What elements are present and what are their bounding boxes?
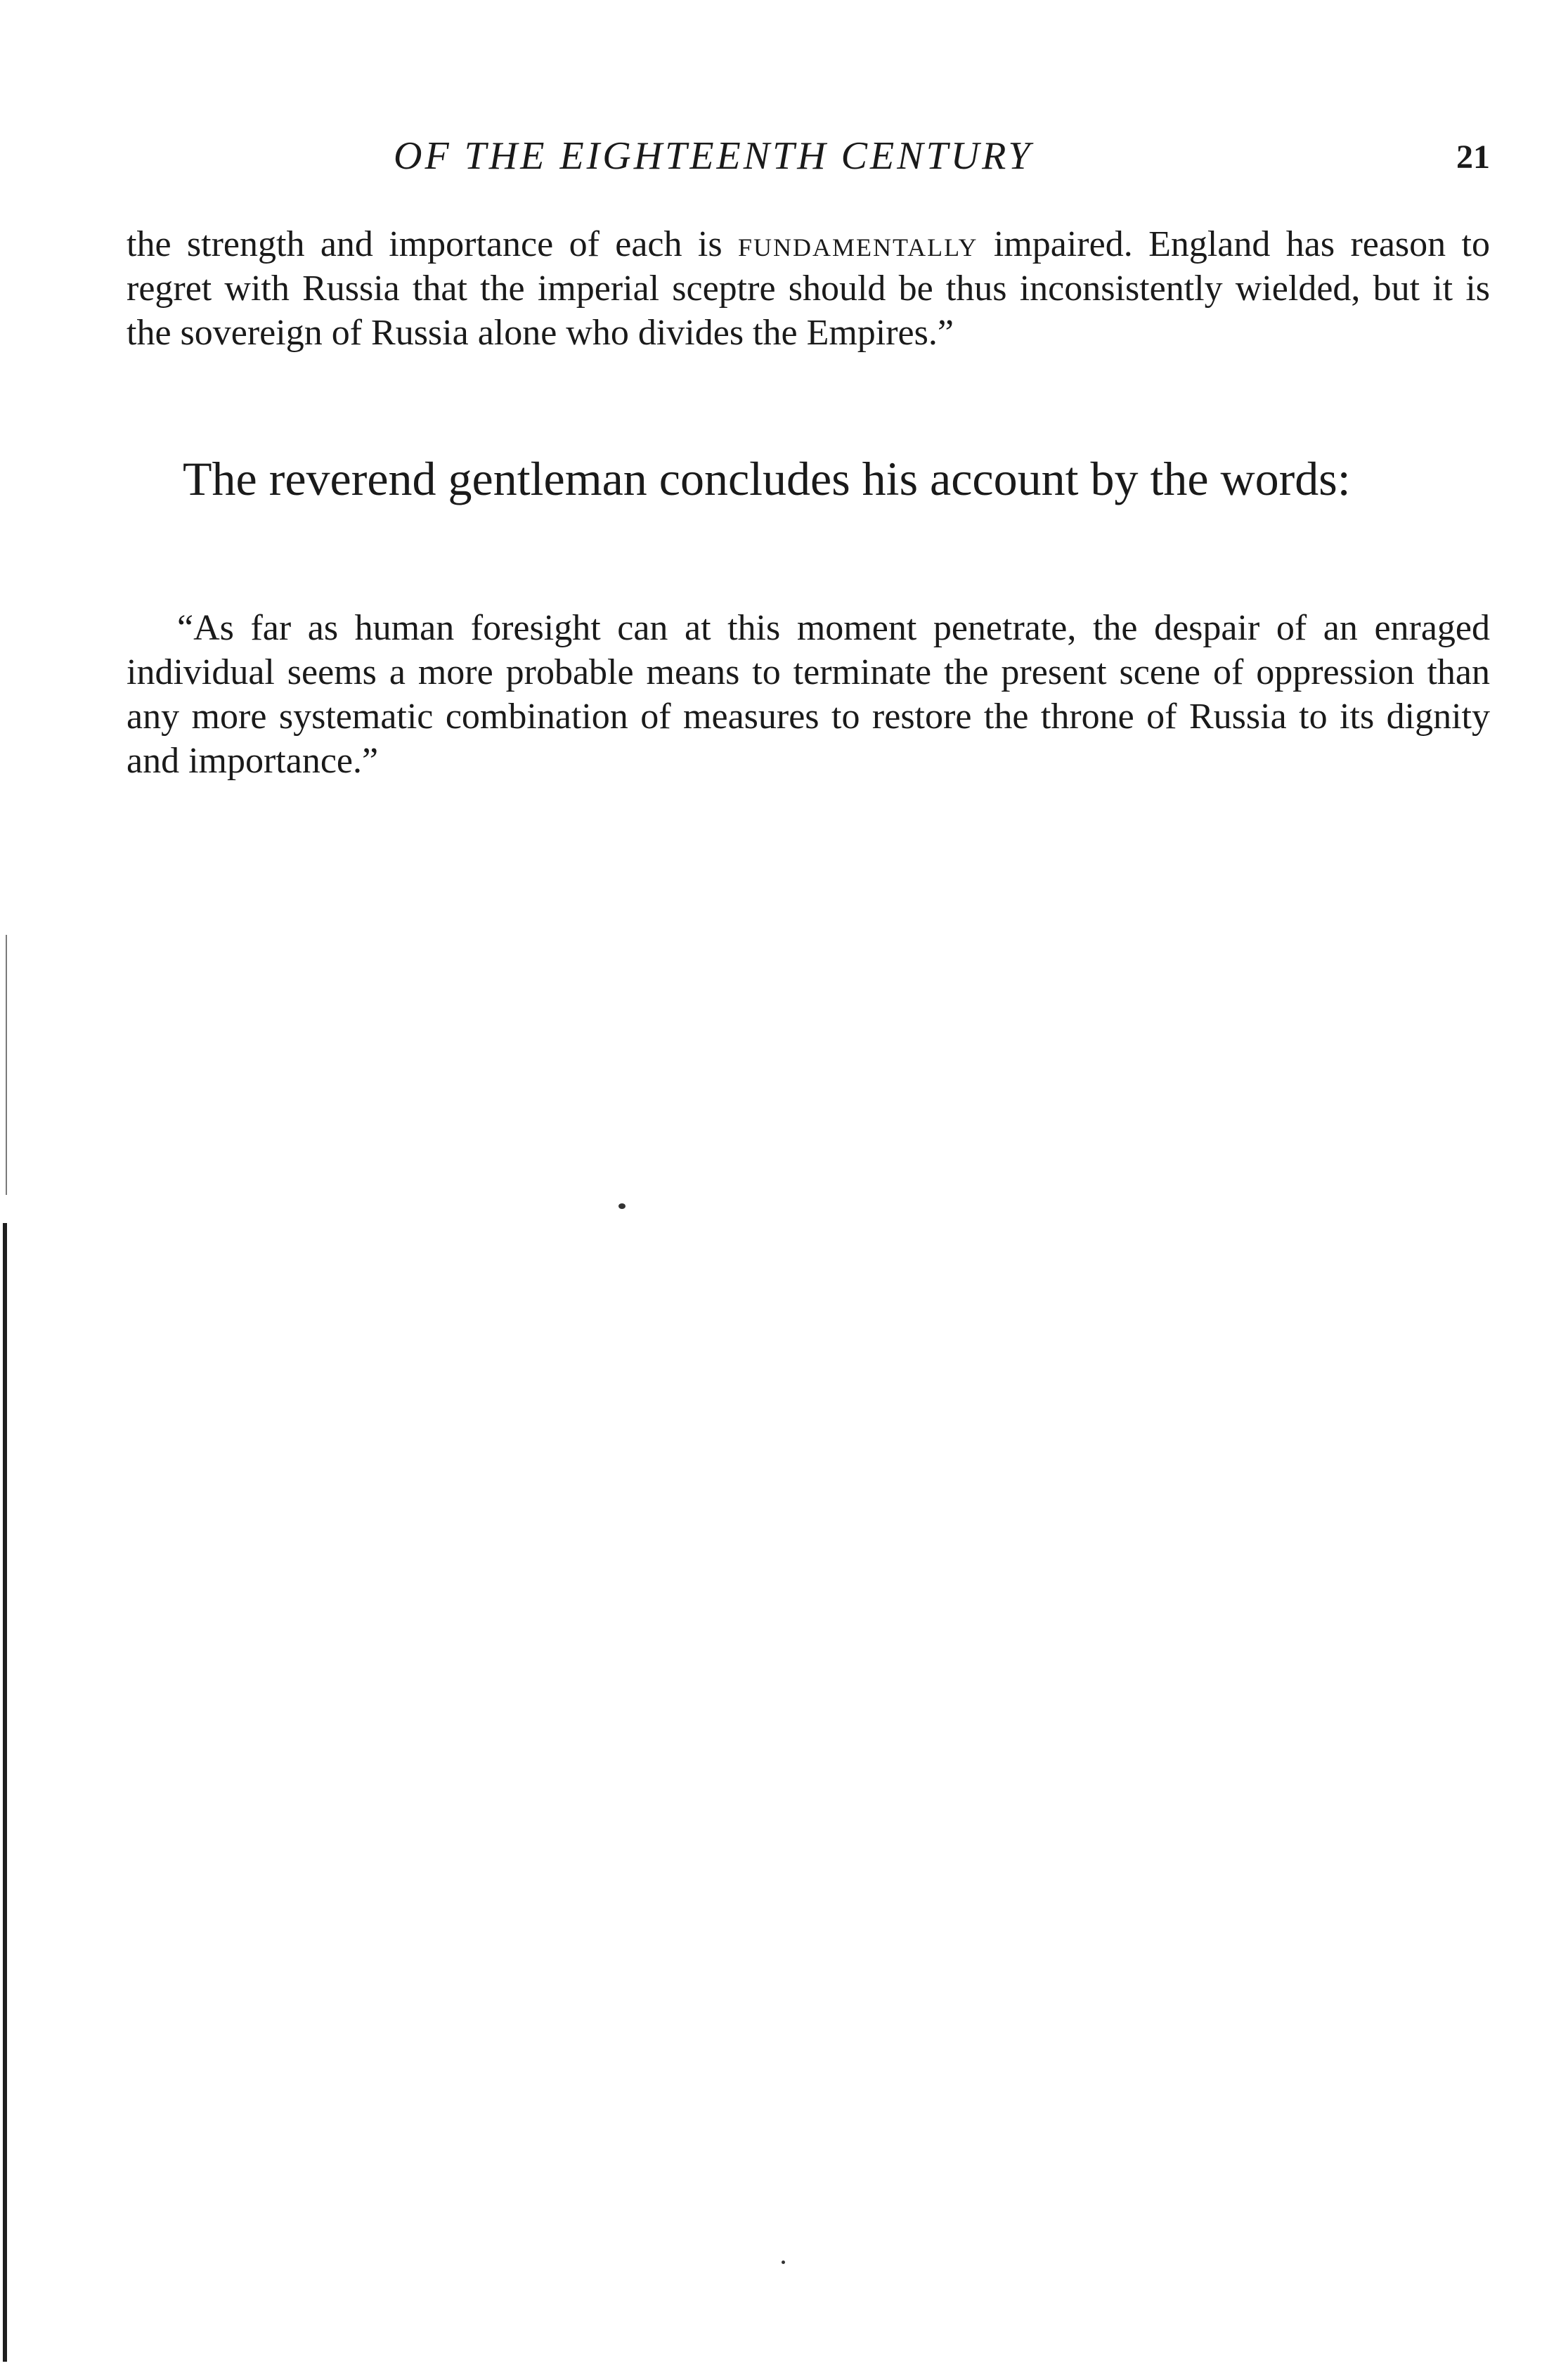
scan-edge-shadow: [6, 935, 7, 1195]
scan-edge-shadow: [3, 1223, 7, 2362]
scan-speck: [618, 1203, 626, 1209]
quote-text-end: impaired. England has reason to regret with Russia that the imperial sceptre should be thus inconsistently wielded, but it is the sovereign of Russia alone who divides the Empires.”: [127, 224, 1490, 353]
running-title: OF THE EIGHTEENTH CENTURY: [394, 134, 1033, 178]
scan-speck: [782, 2261, 785, 2264]
running-header: [127, 134, 1490, 183]
quote-text-start: the strength and importance of each is: [127, 224, 738, 264]
page-number: 21: [1456, 138, 1490, 176]
body-paragraph: The reverend gentleman concludes his account by the words:: [183, 452, 1351, 505]
quote-continuation: [127, 222, 1490, 355]
emphasized-word: fundamentally: [737, 224, 978, 264]
block-quote: “As far as human foresight can at this moment penetrate, the despair of an enraged individual seems a more probable means to terminate the present scene of oppression than any more systematic combination of measures to restore the throne of Russia to its dignity and importance.”: [127, 608, 1490, 781]
